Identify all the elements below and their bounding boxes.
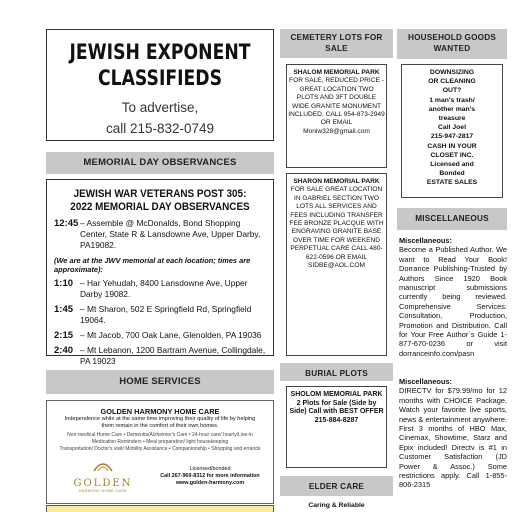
golden-services-2: Medication Reminders • Meal preparation/ light housekeeping [91,439,229,445]
event-desc: – Mt Sharon, 502 E Springfield Rd, Springfield 19064. [80,304,252,325]
event-row [54,218,266,251]
ad-line: 215-947-2817 [430,133,474,141]
misc-entry-directv [399,377,507,490]
ad-line: treasure [438,115,466,123]
title-line-1: JEWISH EXPONENT [69,40,251,64]
golden-tagline-2: them remain in the comfort of their own homes. [101,423,219,429]
event-row [54,304,266,326]
ad-body: FOR SALE GREAT LOCATION IN GABRIEL SECTION TWO LOTS ALL SERVICES AND FEES INCLUDING TRANSFER FEE BRONZE PLACQUE WITH ENGRAVING GRANITE BASE OVER TIME FOR WEEKEND PERPETUAL CARE CALL 480-622-0596 OR EMAIL [289,186,384,261]
event-time: 12:45 [54,218,79,229]
event-desc: – Assemble @ McDonalds, Bond Shopping Center, State R & Lansdowne Ave, Upper Darby, PA19082. [80,218,261,250]
left-column [46,0,274,512]
event-row [54,330,266,341]
event-desc: – Har Yehudah, 8400 Lansdowne Ave, Upper Darby 19082. [80,278,248,299]
ad-phone: 215-884-8287 [314,416,359,424]
ad-name: SHALOM MEMORIAL PARK [293,69,380,76]
classifieds-title-box [46,29,274,141]
event-desc: – Mt Jacob, 700 Oak Lane, Glenolden, PA 19036 [80,330,262,340]
event-desc: – Mt Lebanon, 1200 Bartram Avenue, Collingdale, PA 19023 [80,345,266,366]
ad-line: another man's [428,105,476,113]
ad-line: Call Joel [438,124,466,132]
advertise-line-1: To advertise, [121,100,199,115]
event-row [54,278,266,300]
downsizing-ad [401,64,503,198]
golden-services-1: Non-medical Home Care • Dementia/Alzheimer's Care • 24-hour care/ hourly/Live-in [67,432,253,438]
memorial-day-header: MEMORIAL DAY OBSERVANCES [46,152,274,174]
event-time: 2:40 [54,345,74,356]
entry-label: Miscellaneous: [399,377,452,386]
jwv-title-2: 2022 MEMORIAL DAY OBSERVANCES [70,201,250,213]
golden-footer [53,459,267,493]
golden-contact [153,466,267,487]
middle-column [280,0,393,512]
ad-email: Moniw328@gmail.com [303,127,370,135]
golden-services-3: Transportation/ Doctor's visit/ Mobility Assistance • Companionship • Shopping and errands [59,446,261,452]
shalom-memorial-ad [286,64,387,168]
golden-licensed: Licensed/bonded [189,465,231,472]
golden-title: GOLDEN HARMONY HOME CARE [100,407,220,416]
ad-line: OR CLEANING [428,78,476,86]
ad-line: ESTATE SALES [426,179,478,187]
ad-line: CASH IN YOUR [427,142,477,150]
ad-line: 1 man's trash/ [429,96,475,104]
home-services-header: HOME SERVICES [46,370,274,394]
golden-tagline-1: Independence while at the same time improving their quality of life by helping [64,416,256,422]
miscellaneous-header: MISCELLANEOUS [397,208,507,230]
event-note: (We are at the JWV memorial at each location; times are approximate): [54,256,251,274]
golden-harmony-ad [46,400,274,504]
yellow-ad-box [46,505,274,512]
sholom-memorial-ad [286,386,387,468]
title-line-2: CLASSIFIEDS [97,66,222,90]
logo-tag: HARMONY HOME CARE [78,489,128,493]
ad-name: SHOLOM MEMORIAL PARK [290,391,383,398]
ad-line: DOWNSIZING [429,69,475,76]
golden-website: www.golden-harmony.com [175,479,245,486]
event-time: 1:10 [54,278,74,289]
entry-text: Become a Published Author. We want to Read Your Book! Dorrance Publishing-Trusted by Authors Since 1920 Book manuscript submissions currently being reviewed. Comprehensive Services: Consultation, Production, Promotion and Distribution. Call for Your Free Author`s Guide 1-877-670-0236 or visit dorranceinfo.com/pasn [399,245,507,358]
misc-entry-publishing [399,236,507,358]
ad-line: Licensed and [430,161,474,169]
ad-body: FOR SALE, REDUCED PRICE - GREAT LOCATION TWO PLOTS AND 3FT DOUBLE WIDE GRANITE MONUMENT INCLUDED. CALL 954-873-2949 OR EMAIL [288,77,385,127]
ad-body: 2 Plots for Sale (Side by Side) Call with BEST OFFER [289,399,384,416]
event-time: 2:15 [54,330,74,341]
ad-line: Bonded [439,170,465,178]
elder-care-text: Caring & Reliable [308,502,365,509]
burial-plots-header: BURIAL PLOTS [280,363,393,381]
advertise-phone: call 215-832-0749 [105,121,215,136]
logo-word: GOLDEN [73,478,133,489]
event-row [54,345,266,367]
ad-email: SIDBE@AOL.COM [308,262,365,270]
entry-label: Miscellaneous: [399,236,452,245]
sharon-memorial-ad [286,173,387,356]
ad-line: CLOSET INC. [430,151,474,159]
entry-text: DIRECTV for $79.99/mo for 12 months with CHOICE Package. Watch your favorite live sports, news & entertainment anywhere. First 3 months of HBO Max, Cinemax, Showtime, Starz and Epix included! Directv is #1 in Customer Satisfaction (JD Power & Assoc.) Some restrictions apply. Call 1-855-806-2315 [399,386,507,490]
ad-line: OUT? [442,87,462,95]
harmony-logo-icon [92,459,114,473]
elder-care-header: ELDER CARE [280,476,393,496]
golden-phone: Call 267-969-8312 for more information [160,472,260,479]
ad-name: SHARON MEMORIAL PARK [293,178,380,185]
jwv-title-1: JEWISH WAR VETERANS POST 305: [73,188,247,200]
jwv-ad [46,179,274,366]
household-goods-header: HOUSEHOLD GOODS WANTED [397,29,507,59]
golden-logo [53,459,153,493]
cemetery-lots-header: CEMETERY LOTS FOR SALE [280,29,393,58]
right-column [397,0,512,512]
event-time: 1:45 [54,304,74,315]
